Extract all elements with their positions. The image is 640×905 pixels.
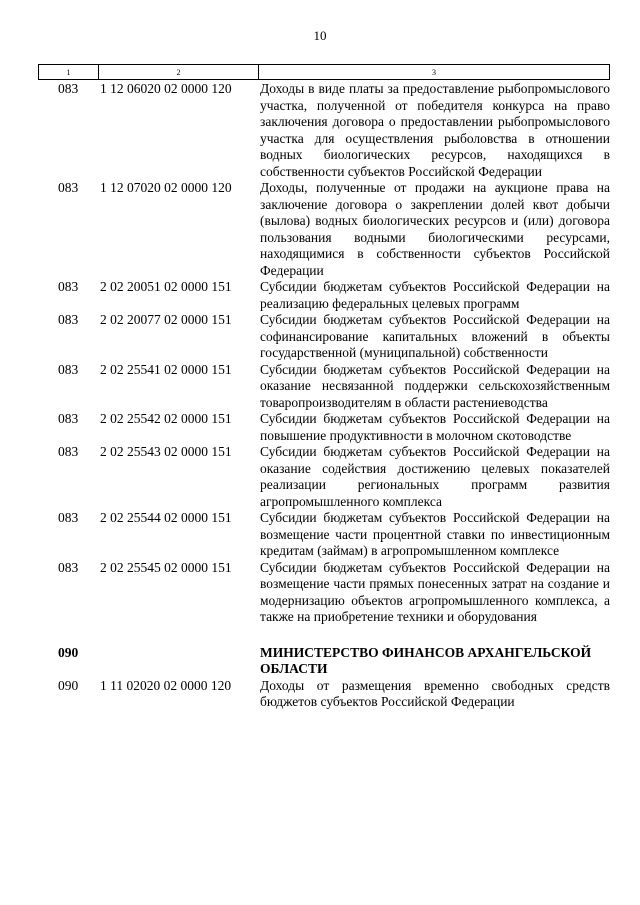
budget-code: 2 02 25542 02 0000 151	[100, 411, 232, 426]
admin-code: 083	[58, 180, 79, 195]
admin-code: 083	[58, 312, 79, 327]
header-col-2: 2	[99, 65, 259, 79]
budget-code: 2 02 25545 02 0000 151	[100, 559, 232, 575]
section-title: МИНИСТЕРСТВО ФИНАНСОВ АРХАНГЕЛЬСКОЙ ОБЛАСТИ	[260, 644, 592, 676]
revenue-description: Субсидии бюджетам субъектов Российской Федерации на оказание несвязанной поддержки сельскохозяйственным товаропроизводителям в области растениеводства	[260, 361, 610, 410]
budget-code: 2 02 25541 02 0000 151	[100, 361, 232, 377]
budget-code: 2 02 25544 02 0000 151	[100, 510, 232, 525]
table-row	[38, 678, 610, 711]
table-row	[38, 180, 610, 279]
revenue-description: Субсидии бюджетам субъектов Российской Федерации на повышение продуктивности в молочном скотоводстве	[260, 411, 610, 443]
budget-code: 1 12 07020 02 0000 120	[100, 180, 232, 195]
admin-code: 083	[58, 81, 79, 96]
header-col-3: 3	[432, 67, 436, 77]
budget-code: 2 02 20077 02 0000 151	[100, 312, 232, 327]
revenue-description: Доходы, полученные от продажи на аукционе права на заключение договора о закреплении долей квот добычи (вылова) водных биологических ресурсов и (или) договора пользования водными биологическими ресурсами, находящимися в собственности субъектов Российской Федерации	[260, 180, 610, 278]
table-header	[38, 64, 610, 80]
revenue-description: Субсидии бюджетам субъектов Российской Федерации на оказание содействия достижению целевых показателей реализации региональных программ развития агропромышленного комплекса	[260, 444, 610, 509]
admin-code: 083	[58, 361, 79, 377]
revenue-description: Субсидии бюджетам субъектов Российской Федерации на возмещение части процентной ставки по инвестиционным кредитам (займам) в агропромышленном комплексе	[260, 510, 610, 558]
table-row	[38, 444, 610, 510]
header-col-1: 1	[39, 65, 99, 79]
admin-code: 090	[58, 677, 79, 693]
table-row	[38, 312, 610, 362]
table-row	[38, 279, 610, 312]
revenue-description: Субсидии бюджетам субъектов Российской Федерации на софинансирование капитальных вложений в объекты государственной (муниципальной) собственности	[260, 312, 610, 360]
admin-code: 083	[58, 444, 79, 459]
section-heading-row	[38, 645, 610, 678]
section-admin-code: 090	[58, 644, 79, 660]
table-row	[38, 362, 610, 412]
budget-code: 2 02 25543 02 0000 151	[100, 444, 232, 459]
budget-code: 1 12 06020 02 0000 120	[100, 81, 232, 96]
admin-code: 083	[58, 279, 79, 294]
budget-code: 1 11 02020 02 0000 120	[100, 677, 232, 693]
budget-code: 2 02 20051 02 0000 151	[100, 279, 232, 294]
table-row	[38, 510, 610, 560]
table-row	[38, 411, 610, 444]
table-body	[38, 81, 610, 711]
admin-code: 083	[58, 510, 79, 525]
revenue-description: Доходы в виде платы за предоставление рыбопромыслового участка, полученной от победителя конкурса на право заключения договора о предоставлении рыбопромыслового участка для осуществления рыболовства в отношении водных биологических ресурсов, находящихся в собственности субъектов Российской Федерации	[260, 81, 610, 179]
table-row	[38, 560, 610, 626]
table-row	[38, 81, 610, 180]
admin-code: 083	[58, 559, 79, 575]
revenue-description: Доходы от размещения временно свободных средств бюджетов субъектов Российской Федерации	[260, 677, 610, 709]
revenue-description: Субсидии бюджетам субъектов Российской Федерации на реализацию федеральных целевых программ	[260, 279, 610, 311]
revenue-description: Субсидии бюджетам субъектов Российской Федерации на возмещение части прямых понесенных затрат на создание и модернизацию объектов агропромышленного комплекса, а также на приобретение техники и оборудования	[260, 559, 610, 624]
section-spacer	[98, 645, 260, 678]
admin-code: 083	[58, 411, 79, 426]
page-number: 10	[313, 28, 327, 43]
